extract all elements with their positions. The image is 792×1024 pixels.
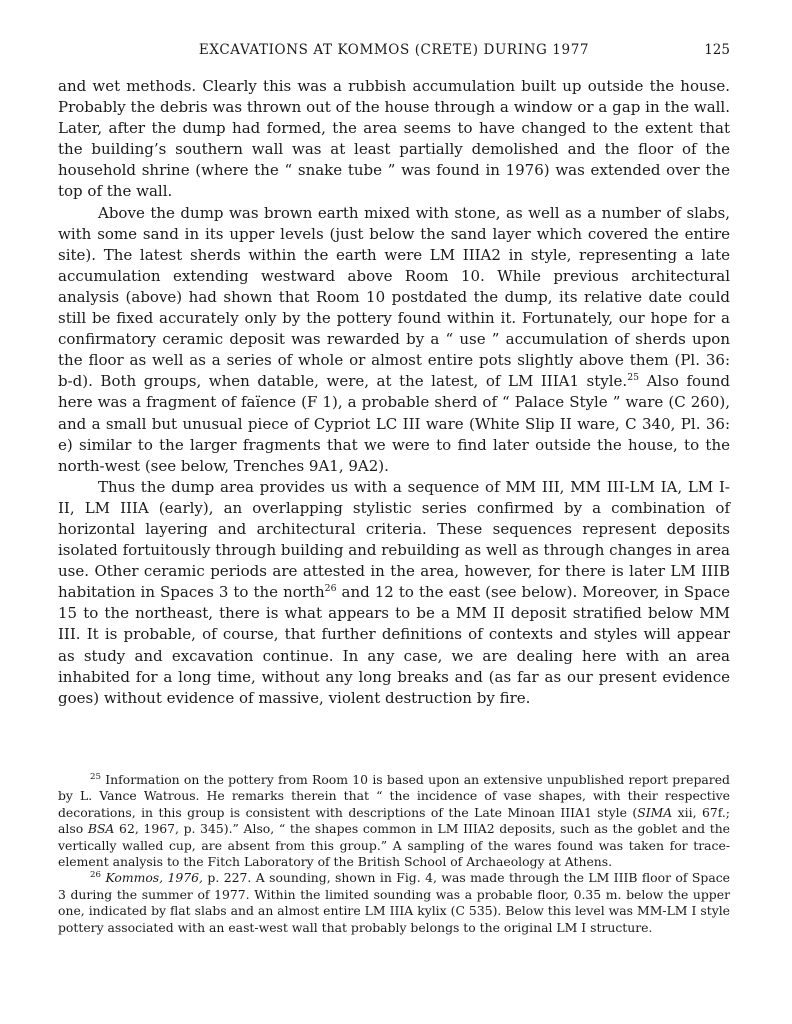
- footnote-25-sima: SIMA: [637, 804, 673, 820]
- paragraph-2-part-b: Also found here was a fragment of faïence (F 1), a probable sherd of “ Palace Style ” ware (C 260), and a small but unusual piece of Cypriot LC III ware (White Slip II ware, C 340, Pl. 36: e) similar to the larger fragments that we were to find later outside the house, to the north-west (see below, Trenches 9A1, 9A2).: [58, 372, 730, 475]
- footnotes: [58, 772, 730, 936]
- footnote-25-number: 25: [90, 771, 102, 782]
- paragraph-1: and wet methods. Clearly this was a rubbish accumulation built up outside the house. Probably the debris was thrown out of the house through a window or a gap in the wall. Later, after the dump had formed, the area seems to have changed to the extent that the building’s southern wall was at least partially demolished and the floor of the household shrine (where the “ snake tube ” was found in 1976) was extended over the top of the wall.: [58, 77, 730, 201]
- footnote-25: [58, 772, 730, 870]
- footnote-ref-25: 25: [627, 372, 640, 384]
- footnote-26-number: 26: [90, 870, 102, 881]
- paragraph-2: [58, 203, 730, 477]
- paragraph-3-part-b: and 12 to the east (see below). Moreover, in Space 15 to the northeast, there is what appears to be a MM II deposit stratified below MM III. It is probable, of course, that further definitions of contexts and styles will appear as study and excavation continue. In any case, we are dealing here with an area inhabited for a long time, without any long breaks and (as far as our present evidence goes) without evidence of massive, violent destruction by fire.: [58, 583, 730, 707]
- paragraph-2-part-a: Above the dump was brown earth mixed with stone, as well as a number of slabs, with some sand in its upper levels (just below the sand layer which covered the entire site). The latest sherds within the earth were LM IIIA2 in style, representing a late accumulation extending westward above Room 10. While previous architectural analysis (above) had shown that Room 10 postdated the dump, its relative date could still be fixed accurately only by the pottery found within it. Fortunately, our hope for a confirmatory ceramic deposit was rewarded by a “ use ” accumulation of sherds upon the floor as well as a series of whole or almost entire pots slightly above them (Pl. 36: b-d). Both groups, when datable, were, at the latest, of LM IIIA1 style.: [58, 203, 730, 391]
- footnote-25-text-c: 62, 1967, p. 345).” Also, “ the shapes common in LM IIIA2 deposits, such as the goblet and the vertically walled cup, are absent from this group.” A sampling of the wares found was taken for trace-element analysis to the Fitch Laboratory of the British School of Archaeology at Athens.: [58, 821, 731, 870]
- running-title: EXCAVATIONS AT KOMMOS (CRETE) DURING 1977: [198, 42, 590, 58]
- footnote-25-bsa: BSA: [87, 821, 115, 837]
- body-text: [58, 76, 730, 709]
- footnote-ref-26: 26: [324, 583, 337, 595]
- footnote-26-citation: Kommos, 1976,: [101, 870, 203, 886]
- footnote-25-text-a: Information on the pottery from Room 10 is based upon an extensive unpublished report prepared by L. Vance Watrous. He remarks therein that “ the incidence of vase shapes, with their respective decorations, in this group is consistent with descriptions of the Late Minoan IIIA1 style (: [58, 772, 730, 820]
- paragraph-3-part-a: Thus the dump area provides us with a sequence of MM III, MM III-LM IA, LM I-II, LM IIIA (early), an overlapping stylistic series confirmed by a combination of horizontal layering and architectural criteria. These sequences represent deposits isolated fortuitously through building and rebuilding as well as through changes in area use. Other ceramic periods are attested in the area, however, for there is later LM IIIB habitation in Spaces 3 to the north: [58, 477, 730, 602]
- running-head: [58, 40, 730, 62]
- footnote-26: [58, 870, 730, 936]
- footnote-26-text: p. 227. A sounding, shown in Fig. 4, was made through the LM IIIB floor of Space 3 during the summer of 1977. Within the limited sounding was a probable floor, 0.35 m. below the upper one, indicated by flat slabs and an almost entire LM IIIA kylix (C 535). Below this level was MM-LM I style pottery associated with an east-west wall that probably belongs to the original LM I structure.: [58, 870, 730, 935]
- paragraph-3: [58, 477, 730, 709]
- footnote-25-text-b: xii, 67f.; also: [58, 804, 730, 837]
- page-number: 125: [704, 42, 730, 58]
